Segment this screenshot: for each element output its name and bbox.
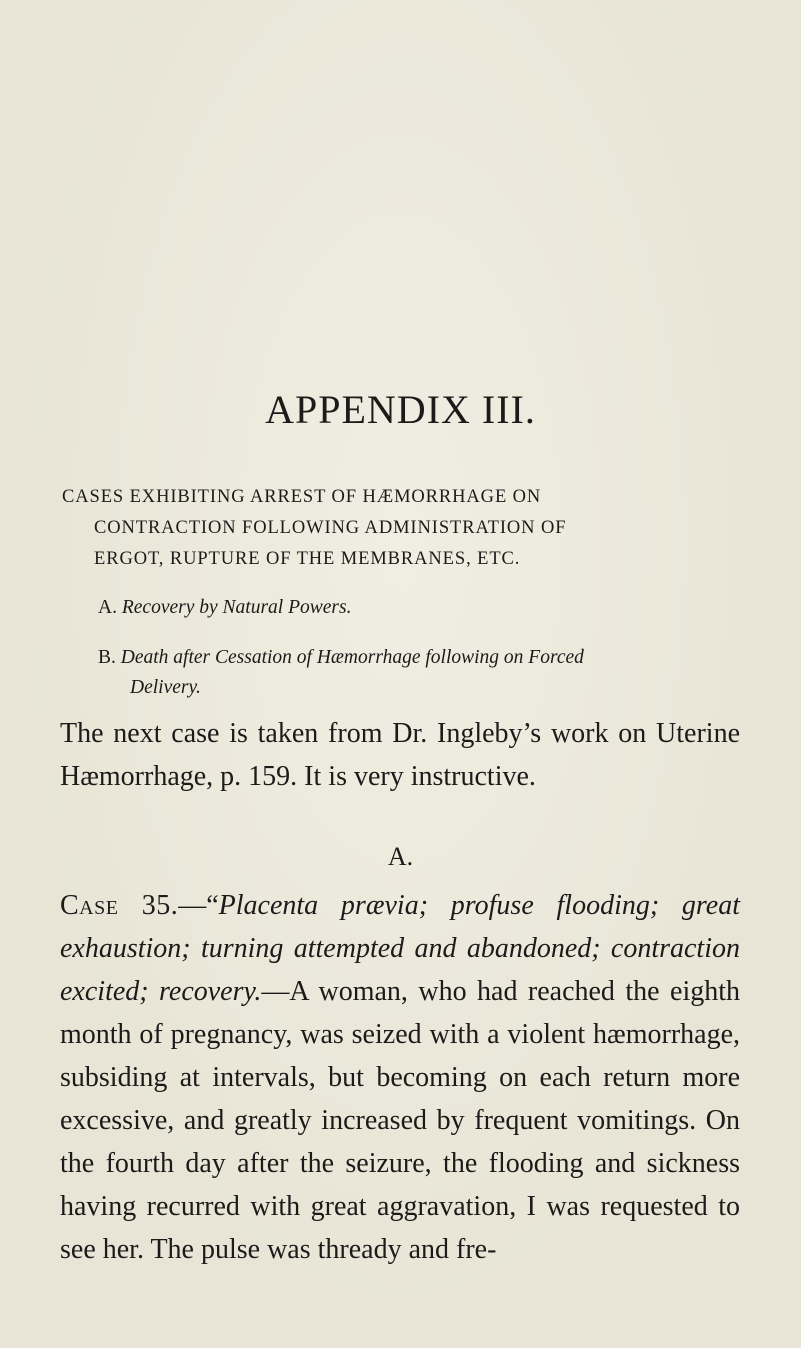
section-marker: A.: [387, 842, 414, 871]
item-b-text-2: Delivery.: [130, 677, 201, 698]
item-a: [98, 597, 351, 619]
case-label: Case 35.: [60, 890, 179, 921]
item-b-letter: B.: [98, 647, 116, 668]
item-a-letter: A.: [98, 597, 117, 618]
case-body: —A woman, who had reached the eighth month of pregnancy, was seized with a violent hæmorrhage, subsiding at intervals, but becoming on each return more excessive, and greatly increased by frequent vomitings. On the fourth day after the seizure, the flooding and sickness having recurred with great aggravation, I was requested to see her. The pulse was thready and fre-: [60, 976, 740, 1265]
heading-line-1: CASES EXHIBITING ARREST OF HÆMORRHAGE ON: [62, 487, 542, 507]
case-dash: —“: [178, 890, 219, 921]
intro-paragraph: The next case is taken from Dr. Ingleby’s work on Uterine Hæmorrhage, p. 159. It is very instructive.: [60, 718, 740, 792]
heading-line-3: ERGOT, RUPTURE OF THE MEMBRANES, ETC.: [94, 549, 521, 569]
case-paragraph: [60, 884, 740, 1271]
item-b: [98, 643, 718, 703]
case-summary: Placenta prævia; profuse flooding; great exhaustion; turning attempted and abandoned; contraction excited; recovery.: [60, 890, 740, 1007]
appendix-title: APPENDIX III.: [265, 387, 536, 432]
item-a-text: Recovery by Natural Powers.: [121, 597, 352, 618]
heading-line-2: CONTRACTION FOLLOWING ADMINISTRATION OF: [94, 518, 567, 538]
section-heading: [62, 482, 722, 575]
item-b-text-1: Death after Cessation of Hæmorrhage following on Forced: [120, 647, 584, 668]
